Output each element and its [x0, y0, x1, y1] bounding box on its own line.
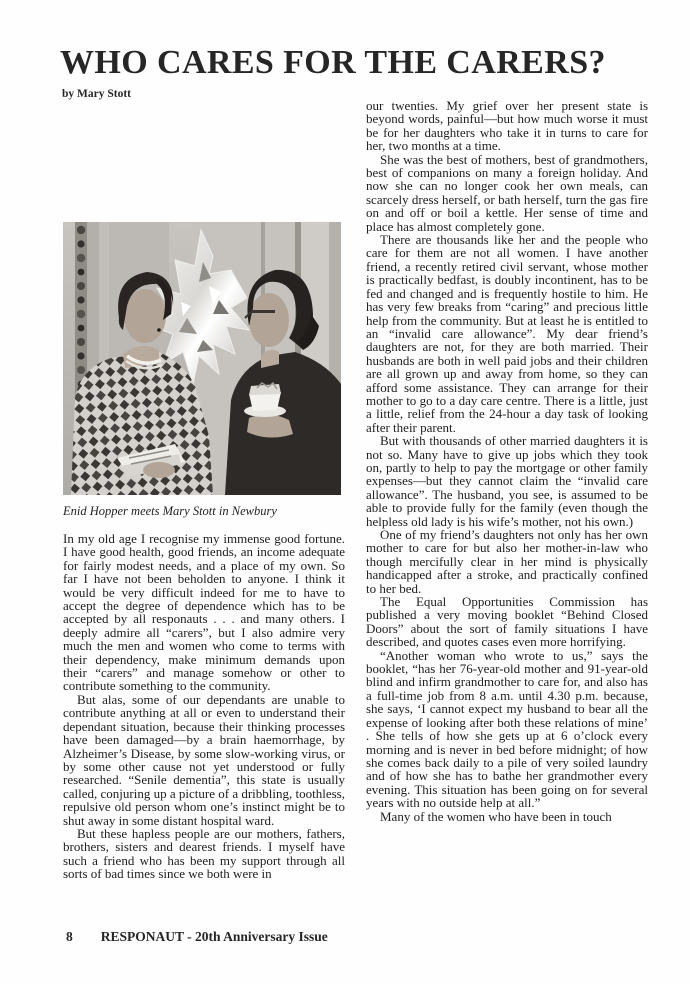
right-paragraph-5: One of my friend’s daughters not only has her own mother to care for but also her mother-in-law who though mercifully clear in her mind is physically handicapped after a stroke, and practically confined to her bed. — [366, 527, 648, 596]
right-paragraph-1: our twenties. My grief over her present state is beyond words, painful—but how much worse it must be for her daughters who take it in turns to care for her, two months at a time. — [366, 98, 648, 154]
right-paragraph-8: Many of the women who have been in touch — [380, 808, 612, 824]
right-column — [366, 99, 648, 823]
journal-title: RESPONAUT - 20th Anniversary Issue — [100, 929, 328, 944]
left-paragraph-2: But alas, some of our dependants are unable to contribute anything at all or even to understand their dependant situation, because their thinking processes have been damaged—by a brain haemorrhage, by Alzheimer’s Disease, by some slow-working virus, or by some other cause not yet understood or fully researched. “Senile dementia”, this state is usually called, conjuring up a picture of a dribbling, toothless, repulsive old person whom one’s instinct might be to shut away in some distant hospital ward. — [63, 691, 345, 828]
photo-figure — [63, 222, 345, 519]
photo-two-women — [63, 222, 341, 495]
right-paragraph-3: There are thousands like her and the people who care for them are not all women. I have another friend, a recently retired civil servant, whose mother is practically bedfast, is doubly incontinent, has to be fed and changed and is frequently hostile to him. He has very few breaks from “caring” and precious little help from the community. But at least he is entitled to an “invalid care allowance”. My dear friend’s daughters are not, for they are both married. Their husbands are both in well paid jobs and their children are all grown up and away from home, so they can afford some assistance. They can arrange for their mother to go to a day care centre. There is a little, just a little, relief from the 24-hour a day task of looking after their parent. — [366, 232, 648, 435]
byline: by Mary Stott — [62, 88, 131, 100]
right-paragraph-2: She was the best of mothers, best of grandmothers, best of companions on many a foreign holiday. And now she can no longer cook her own meals, can scarcely dress herself, or bath herself, turn the gas fire on and off or boil a kettle. Her sense of time and place has almost completely gone. — [366, 151, 648, 234]
page-footer — [66, 929, 328, 945]
left-column — [63, 222, 345, 881]
page-number: 8 — [66, 929, 73, 944]
page-title: WHO CARES FOR THE CARERS? — [60, 44, 606, 81]
beaded-strand — [75, 222, 87, 402]
left-paragraph-3: But these hapless people are our mothers, fathers, brothers, sisters and dearest friends. I myself have such a friend who has been my support through all sorts of bad times since we both were in — [63, 825, 345, 882]
photo-caption: Enid Hopper meets Mary Stott in Newbury — [63, 504, 277, 518]
right-paragraph-4: But with thousands of other married daughters it is not so. Many have to give up jobs which they took on, partly to help to pay the mortgage or other family expenses—but they cannot claim the “invalid care allowance”. The husband, you see, is assumed to be able to provide fully for the family (even though the helpless old lady is his wife’s mother, not his own.) — [366, 433, 648, 529]
right-paragraph-7: “Another woman who wrote to us,” says the booklet, “has her 76-year-old mother and 91-year-old blind and infirm grandmother to care for, and also has a full-time job from 8 a.m. until 4.30 p.m. because, she says, ‘I cannot expect my husband to bear all the expense of looking after both these relations of mine’ . She tells of how she gets up at 6 o’clock every morning and is never in bed before midnight; of how she comes back daily to a pile of very soiled laundry and of how she has to bathe her grandmother every evening. This situation has been going on for several years with no outside help at all.” — [366, 647, 648, 811]
left-paragraph-1: In my old age I recognise my immense good fortune. I have good health, good friends, an income adequate for fairly modest needs, and a place of my own. So far I have not been beholden to anyone. I think it would be very difficult indeed for me to have to accept the degree of dependence which has to be accepted by all responauts . . . and many others. I deeply admire all “carers”, but I also admire very much the men and women who come to terms with their dependency, make minimum demands upon their “carers” and manage somehow or other to contribute something to the community. — [63, 531, 345, 694]
right-paragraph-6: The Equal Opportunities Commission has published a very moving booklet “Behind Closed Doors” about the sort of family situations I have described, and quotes cases even more horrifying. — [366, 594, 648, 650]
